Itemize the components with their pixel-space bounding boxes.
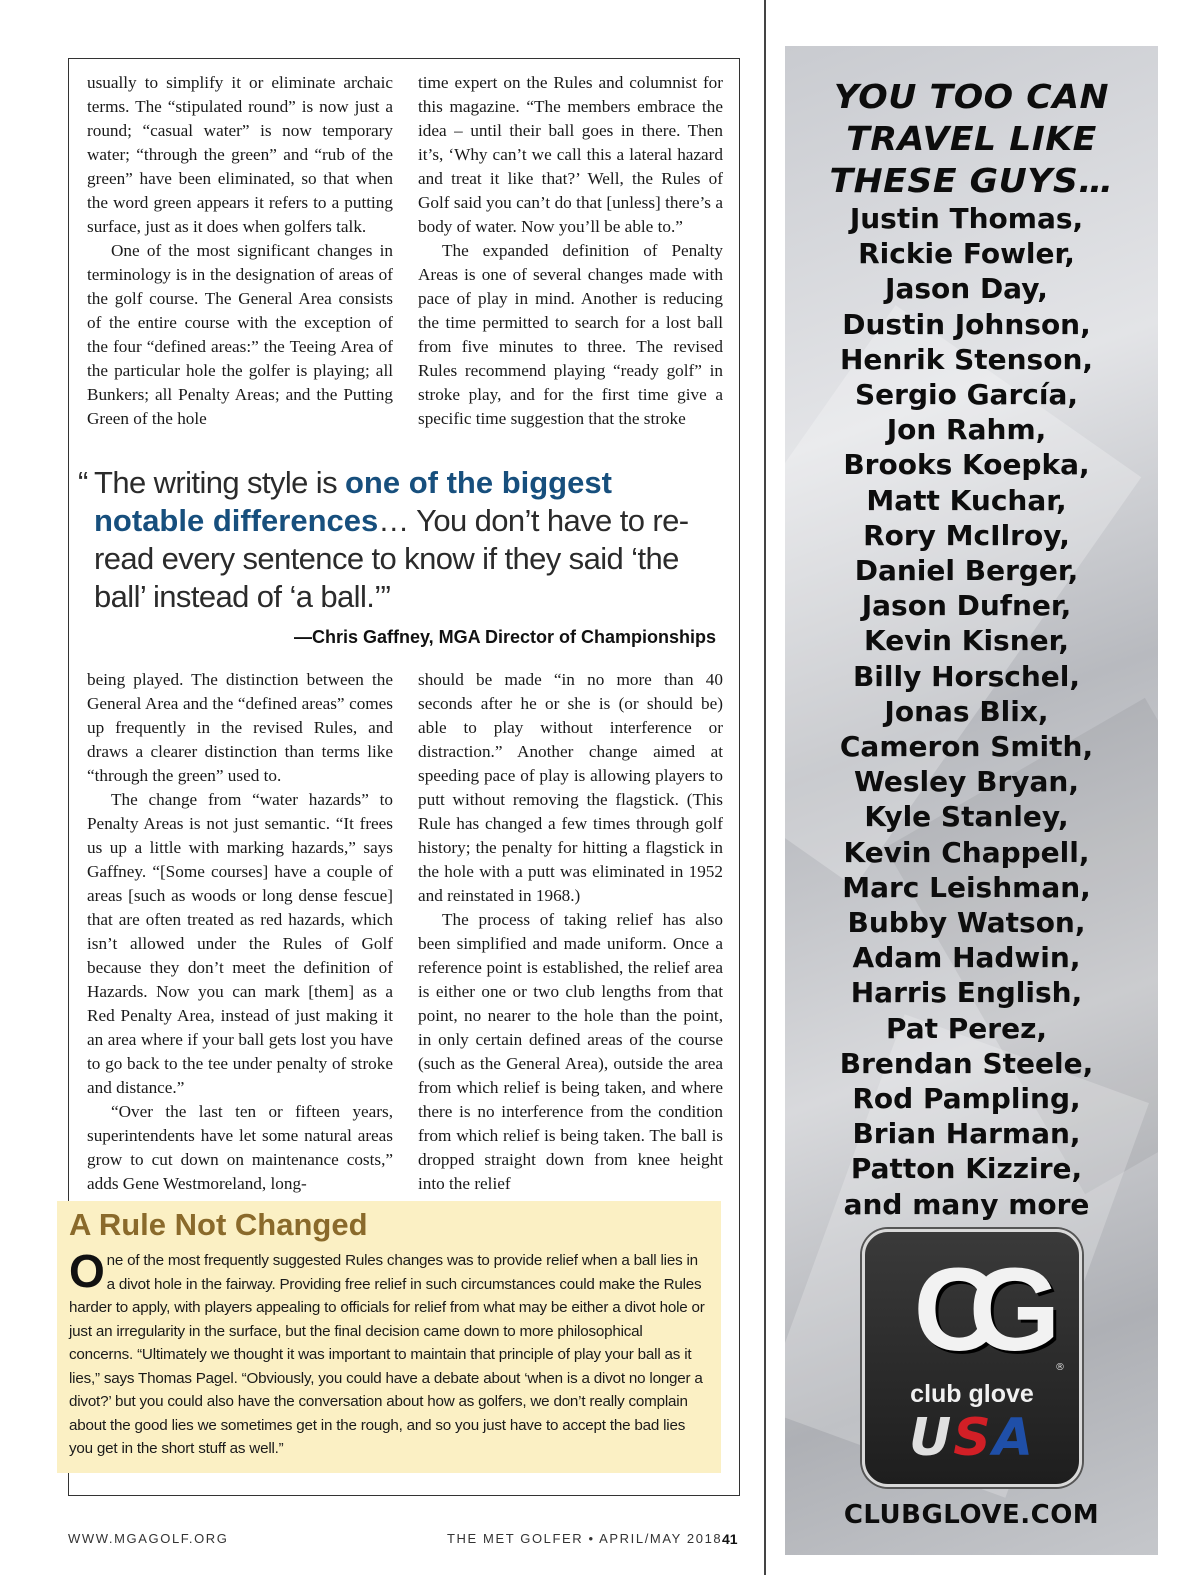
ad-player-name: Harris English, <box>850 976 1083 1010</box>
ad-player-name: Jon Rahm, <box>886 413 1047 447</box>
advertisement[interactable] <box>785 46 1158 1555</box>
ad-player-name: Patton Kizzire, <box>850 1152 1083 1186</box>
ad-headline <box>785 76 1158 202</box>
pull-quote-rest: … You don’t have to re-read every sentence to know if they said ‘the ball’ instead of ‘a ball.’” <box>94 503 689 614</box>
pull-quote-highlight: one of the biggest notable differences <box>94 465 612 538</box>
ad-player-name: Jason Dufner, <box>861 589 1072 623</box>
article-paragraph: being played. The distinction between the General Area and the “defined areas” comes up frequently in the revised Rules, and draws a clearer distinction than terms like “through the green” used to. <box>87 670 393 785</box>
article-column-2-top <box>418 71 723 455</box>
article-column-1-top <box>87 71 393 455</box>
footer-publication: THE MET GOLFER • APRIL/MAY 2018 <box>447 1531 723 1546</box>
pull-quote <box>78 464 728 616</box>
page-divider <box>764 0 766 1575</box>
logo-usa-s: S <box>953 1408 993 1468</box>
pull-quote-attribution: —Chris Gaffney, MGA Director of Championships <box>293 627 716 647</box>
article-paragraph: The expanded definition of Penalty Areas is one of several changes made with pace of play in mind. Another is reducing the time permitted to search for a lost ball from five minutes to three. The revised Rules recommend playing “ready golf” in stroke play, and for the first time give a specific time suggestion that the stroke <box>418 241 723 428</box>
article-paragraph: usually to simplify it or eliminate archaic terms. The “stipulated round” is now just a round; “casual water” is now temporary water; “through the green” and “rub of the green” have been eliminated, so that when the word green appears it refers to a putting surface, just as it does when golfers talk. <box>87 73 393 236</box>
ad-player-name: Brendan Steele, <box>839 1046 1094 1080</box>
club-glove-logo <box>862 1229 1082 1487</box>
ad-player-name: Matt Kuchar, <box>866 483 1067 517</box>
ad-player-name: Justin Thomas, <box>849 202 1084 235</box>
ad-player-name: Cameron Smith, <box>839 730 1094 764</box>
cg-monogram: CG <box>913 1244 1031 1376</box>
ad-player-name: Jason Day, <box>885 272 1048 306</box>
logo-usa-a: A <box>992 1408 1035 1468</box>
ad-headline-line: YOU TOO CAN <box>833 77 1110 116</box>
ad-player-name: Kevin Kisner, <box>864 624 1069 658</box>
article-column-2-bottom <box>418 668 723 1196</box>
logo-usa-u: U <box>909 1408 954 1468</box>
ad-player-name: Jonas Blix, <box>884 694 1049 728</box>
ad-player-name: Daniel Berger, <box>854 554 1079 588</box>
sidebar-box <box>57 1201 721 1473</box>
article-paragraph: One of the most significant changes in terminology is in the designation of areas of the golf course. The General Area consists of the entire course with the exception of the four “defined areas:” the Teeing Area of the particular hole the golfer is playing; all Bunkers; all Penalty Areas; and the Putting Green of the hole <box>87 241 393 428</box>
ad-player-name: Rickie Fowler, <box>858 237 1075 271</box>
article-paragraph: should be made “in no more than 40 seconds after he or she is (or should be) able to play without interference or distraction.” Another change aimed at speeding pace of play is allowing players to putt without removing the flagstick. (This Rule has changed a few times through golf history; the penalty for hitting a flagstick in the hole with a putt was eliminated in 1952 and reinstated in 1968.) <box>418 670 723 905</box>
registered-mark: ® <box>1055 1362 1065 1373</box>
sidebar-text: ne of the most frequently suggested Rules changes was to provide relief when a ball lies in a divot hole in the fairway. Providing free relief in such circumstances could make the Rules harder to apply, with players appealing to officials for relief from what may be either a divot hole or just an irregularity in the surface, but the final decision came down to more philosophical concerns. “Ultimately we thought it was important to maintain that principle of play your ball as it lies,” says Thomas Pagel. “Obviously, you could have a debate about ‘when is a divot no longer a divot?’ but you could also have the conversation about how as golfers, we don’t really complain about the good lies we sometimes get in the rough, and so you just have to accept the bad lies you get in the short stuff as well.” <box>69 1252 705 1457</box>
ad-player-name: Wesley Bryan, <box>854 765 1079 799</box>
ad-url-link[interactable]: CLUBGLOVE.COM <box>843 1500 1100 1530</box>
ad-player-name: Rory McIlroy, <box>863 518 1070 552</box>
pull-quote-text <box>78 464 728 616</box>
ad-player-name: Kyle Stanley, <box>864 800 1069 834</box>
logo-brand-name: club glove <box>910 1380 1034 1408</box>
ad-player-name: Sergio García, <box>854 378 1078 412</box>
sidebar-title: A Rule Not Changed <box>69 1207 368 1242</box>
ad-player-name: Dustin Johnson, <box>842 307 1091 341</box>
ad-player-name: and many more <box>843 1187 1090 1221</box>
ad-player-name: Brian Harman, <box>852 1117 1081 1151</box>
article-paragraph: “Over the last ten or fifteen years, superintendents have let some natural areas grow to cut down on maintenance costs,” adds Gene Westmoreland, long- <box>87 1102 393 1193</box>
ad-player-name: Henrik Stenson, <box>839 342 1094 376</box>
ad-player-name: Bubby Watson, <box>847 906 1086 940</box>
ad-player-name: Rod Pampling, <box>852 1082 1081 1116</box>
ad-player-name: Pat Perez, <box>885 1011 1048 1045</box>
ad-headline-line: THESE GUYS… <box>829 161 1114 200</box>
page-number: 41 <box>722 1531 738 1547</box>
ad-player-name: Billy Horschel, <box>852 659 1081 693</box>
drop-cap: O <box>69 1245 105 1297</box>
ad-headline-line: TRAVEL LIKE <box>846 119 1097 158</box>
article-paragraph: The change from “water hazards” to Penalty Areas is not just semantic. “It frees us up a little with marking hazards,” says Gaffney. “[Some courses] have a couple of areas [such as woods or long dense fescue] that are often treated as red hazards, which isn’t allowed under the Rules of Golf because they don’t meet the definition of Hazards. Now you can mark [them] as a Red Penalty Area, instead of just making it an area where if your ball gets lost you have to go back to the tee under penalty of stroke and distance.” <box>87 790 393 1097</box>
sidebar-body <box>69 1245 709 1461</box>
article-paragraph: time expert on the Rules and columnist for this magazine. “The members embrace the idea – until their ball goes in there. Then it’s, ‘Why can’t we call this a lateral hazard and treat it like that?’ Well, the Rules of Golf said you can’t do that [unless] there’s a body of water. Now you’ll be able to.” <box>418 73 723 236</box>
pull-quote-open-mark: “ <box>78 465 88 500</box>
article-column-1-bottom <box>87 668 393 1196</box>
ad-player-name: Brooks Koepka, <box>843 448 1090 482</box>
pull-quote-lead: The writing style is <box>94 465 345 500</box>
logo-usa <box>865 1408 1079 1468</box>
ad-player-name: Adam Hadwin, <box>852 941 1081 975</box>
article-paragraph: The process of taking relief has also been simplified and made uniform. Once a reference point is established, the relief area is either one or two club lengths from that point, no nearer to the hole than the point, in only certain defined areas of the course (such as the General Area), outside the area from which relief is being taken, and where there is no interference from the condition from which relief is being taken. The ball is dropped straight down from knee height into the relief <box>418 910 723 1193</box>
ad-player-name: Kevin Chappell, <box>843 835 1090 869</box>
ad-player-name: Marc Leishman, <box>842 870 1091 904</box>
ad-player-list <box>785 201 1148 1222</box>
footer-website[interactable]: WWW.MGAGOLF.ORG <box>68 1531 229 1546</box>
